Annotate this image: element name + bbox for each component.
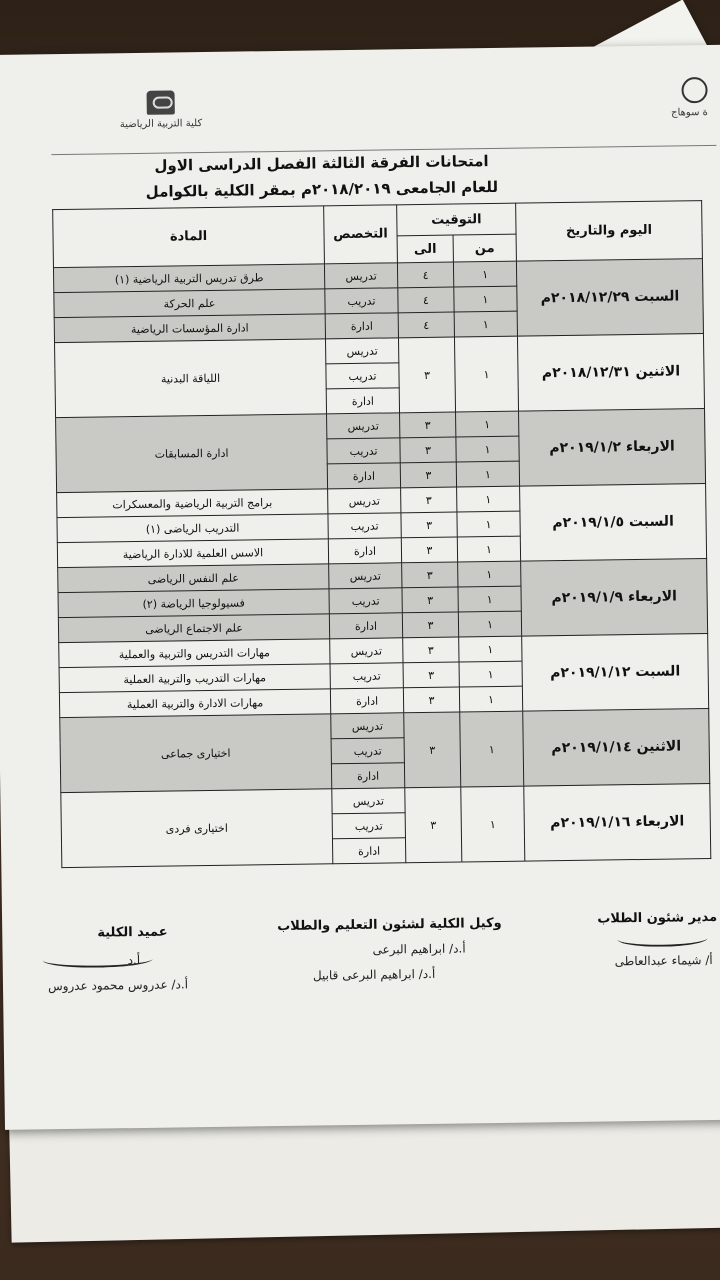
spec-cell: ادارة [325,313,398,339]
to-cell: ٤ [398,287,454,313]
from-cell: ١ [456,436,519,462]
spec-cell: تدريس [329,563,402,589]
college-header-left [96,90,227,131]
signature-title-vice-dean: وكيل الكلية لشئون التعليم والطلاب [277,915,502,935]
subject-cell: علم النفس الرياضى [58,564,329,593]
subject-cell: اختيارى فردى [61,789,333,868]
to-cell: ٣ [400,437,456,463]
university-seal-icon [681,77,707,103]
spec-cell: تدريس [331,713,404,739]
day-date-cell: الاثنين ٢٠١٨/١٢/٣١م [517,334,704,412]
from-cell: ١ [461,786,525,862]
exam-schedule-page [0,45,720,1130]
spec-cell: تدريب [331,738,404,764]
from-cell: ١ [459,661,522,687]
from-cell: ١ [454,311,517,337]
from-cell: ١ [454,286,517,312]
subject-cell: اختيارى جماعى [60,714,332,793]
day-date-cell: الاثنين ٢٠١٩/١/١٤م [523,709,710,787]
to-cell: ٣ [400,412,456,438]
from-cell: ١ [457,486,520,512]
spec-cell: ادارة [330,688,403,714]
to-cell: ٣ [402,562,458,588]
day-date-cell: السبت ٢٠١٩/١/١٢م [522,634,709,712]
spec-cell: تدريب [330,663,403,689]
spec-cell: ادارة [329,613,402,639]
university-name: ة سوهاج [671,106,708,119]
from-cell: ١ [457,536,520,562]
subject-cell: الاسس العلمية للادارة الرياضية [57,539,328,568]
to-cell: ٣ [402,612,458,638]
from-cell: ١ [459,636,522,662]
to-cell: ٣ [403,637,459,663]
from-cell: ١ [459,686,522,712]
from-cell: ١ [460,711,524,787]
subject-cell: مهارات الادارة والتربية العملية [59,689,330,718]
spec-cell: تدريس [325,338,398,364]
signature-handwritten-vice-dean: أ.د/ ابراهيم البرعى [372,941,466,957]
to-cell: ٣ [403,687,459,713]
header-from: من [453,234,516,262]
to-cell: ٣ [403,662,459,688]
university-header-right [671,77,708,119]
to-cell: ٣ [405,787,462,863]
subject-cell: التدريب الرياضى (١) [57,514,328,543]
to-cell: ٣ [402,587,458,613]
spec-cell: تدريب [326,363,399,389]
to-cell: ٣ [398,337,455,413]
signature-name-dean: أ.د/ عدروس محمود عدروس [47,977,189,994]
signature-handwritten-dean: أ.د [127,952,141,968]
subject-cell: علم الحركة [54,289,325,318]
subject-cell: اللياقة البدنية [55,339,327,418]
spec-cell: تدريس [328,488,401,514]
header-specialization: التخصص [324,205,398,264]
from-cell: ١ [453,261,516,287]
signature-name-student-affairs: أ/ شيماء عبدالعاطى [614,952,713,969]
spec-cell: تدريب [325,288,398,314]
spec-cell: ادارة [332,838,405,864]
spec-cell: تدريب [327,438,400,464]
signature-title-dean: عميد الكلية [97,924,168,941]
college-name: كلية التربية الرياضية [119,118,203,131]
spec-cell: تدريب [332,813,405,839]
day-date-cell: السبت ٢٠١٩/١/٥م [520,484,707,562]
spec-cell: ادارة [327,463,400,489]
subject-cell: ادارة المؤسسات الرياضية [54,314,325,343]
subject-cell: فسيولوجيا الرياضة (٢) [58,589,329,618]
from-cell: ١ [454,336,518,412]
subject-cell: برامج التربية الرياضية والمعسكرات [57,489,328,518]
signature-title-student-affairs: مدير شئون الطلاب [597,909,718,927]
exam-table [52,200,711,868]
day-date-cell: الاربعاء ٢٠١٩/١/١٦م [524,784,711,862]
from-cell: ١ [457,511,520,537]
page-title: امتحانات الفرقة الثالثة الفصل الدراسى الاول [154,152,489,175]
day-date-cell: الاربعاء ٢٠١٩/١/٢م [519,409,706,487]
header-time: التوقيت [397,203,516,236]
header-day-date: اليوم والتاريخ [516,201,703,262]
subject-cell: مهارات التدريس والتربية والعملية [59,639,330,668]
subject-cell: علم الاجتماع الرياضى [58,614,329,643]
spec-cell: ادارة [331,763,404,789]
from-cell: ١ [458,586,521,612]
spec-cell: ادارة [326,388,399,414]
from-cell: ١ [456,411,519,437]
to-cell: ٣ [401,537,457,563]
header-subject: المادة [53,206,325,268]
to-cell: ٣ [401,512,457,538]
to-cell: ٤ [398,312,454,338]
spec-cell: تدريس [324,263,397,289]
from-cell: ١ [456,461,519,487]
spec-cell: ادارة [328,538,401,564]
signature-scribble [617,930,707,947]
spec-cell: تدريس [327,413,400,439]
to-cell: ٣ [404,712,461,788]
college-logo-icon [147,90,175,114]
spec-cell: تدريس [332,788,405,814]
to-cell: ٣ [401,487,457,513]
from-cell: ١ [458,611,521,637]
page-subtitle: للعام الجامعى ٢٠١٨/٢٠١٩م بمقر الكلية بالكوامل [145,177,499,201]
day-date-cell: السبت ٢٠١٨/١٢/٢٩م [516,259,703,337]
to-cell: ٤ [397,262,453,288]
header-to: الى [397,235,453,263]
subject-cell: مهارات التدريب والتربية العملية [59,664,330,693]
to-cell: ٣ [400,462,456,488]
spec-cell: تدريس [330,638,403,664]
subject-cell: طرق تدريس التربية الرياضية (١) [53,264,324,293]
spec-cell: تدريب [329,588,402,614]
signature-name-vice-dean: أ.د/ ابراهيم البرعى قابيل [312,966,436,983]
spec-cell: تدريب [328,513,401,539]
day-date-cell: الاربعاء ٢٠١٩/١/٩م [521,559,708,637]
subject-cell: ادارة المسابقات [56,414,328,493]
from-cell: ١ [458,561,521,587]
